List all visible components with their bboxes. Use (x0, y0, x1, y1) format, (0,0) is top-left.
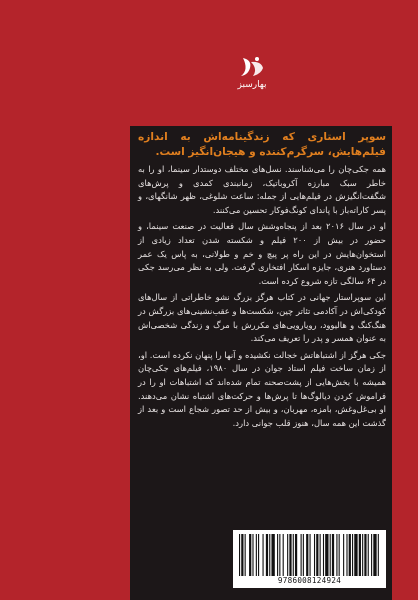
barcode-bar (359, 534, 361, 576)
barcode-bars (239, 534, 380, 576)
barcode-bar (316, 534, 318, 576)
publisher-logo-icon (239, 56, 265, 78)
barcode-bar (314, 534, 315, 576)
barcode-bar (336, 534, 337, 576)
paragraph: جکی هرگز از اشتباهاتش خجالت نکشیده و آنها را پنهان نکرده است. او، از زمان ساخت فیلم استاد جوان در سال ۱۹۸۰، فیلم‌های جکی‌چان همیشه با بخش‌هایی از پشت‌صحنه تمام شده‌اند که اشتباهات او را در فراموش کردن دیالوگ‌ها تا پرش‌ها و حرکت‌های اشتباه نشان می‌دهند. او بی‌غل‌وغش، بامزه، مهربان، و بیش از حد تصور شجاع است و بعد از گذشت این همه سال، هنوز قلب جوانی دارد. (138, 349, 387, 428)
barcode-bar (349, 534, 351, 576)
barcode-bar (283, 534, 284, 576)
barcode-bar (332, 534, 334, 576)
barcode-number: 9786008124924 (277, 576, 342, 585)
isbn-barcode (233, 530, 386, 588)
barcode-bar (330, 534, 331, 576)
barcode-bar (289, 534, 291, 576)
barcode-bar (249, 534, 251, 576)
paragraph: این سوپراستار جهانی در کتاب هرگز بزرگ نشو خاطراتی از سال‌های کودکی‌اش در آکادمی تئاتر چین، شکست‌ها و عقب‌نشینی‌های بزرگش در هنگ‌کنگ و هالیوود، رویارویی‌های مکررش با مرگ و زندگی شخصی‌اش به عنوان همسر و پدر را تعریف می‌کند. (138, 292, 386, 344)
barcode-bar (279, 534, 280, 576)
barcode-bar (354, 534, 357, 576)
barcode-bar (301, 534, 302, 576)
barcode-bar (263, 534, 264, 576)
barcode-bar (245, 534, 246, 576)
barcode-bar (277, 534, 278, 576)
barcode-bar (362, 534, 363, 576)
barcode-bar (339, 534, 340, 576)
barcode-bar (320, 534, 321, 576)
barcode-bar (364, 534, 366, 576)
barcode-bar (343, 534, 344, 576)
headline: سوپر استاری که زندگینامه‌اش به اندازه فیلم‌هایش، سرگرم‌کننده و هیجان‌انگیز است. (138, 131, 386, 158)
barcode-bar (323, 534, 324, 576)
barcode-bar (295, 534, 297, 576)
barcode-bar (371, 534, 372, 576)
barcode-bar (287, 534, 288, 576)
barcode-bar (368, 534, 369, 576)
publisher-logo (232, 56, 272, 96)
barcode-bar (303, 534, 304, 576)
barcode-bar (252, 534, 253, 576)
barcode-bar (378, 534, 379, 576)
barcode-bar (266, 534, 268, 576)
blurb (138, 130, 386, 433)
paragraph: او در سال ۲۰۱۶ بعد از پنجاه‌وشش سال فعالیت در صنعت سینما، و حضور در بیش از ۲۰۰ فیلم و شکسته شدن تعداد زیادی از استخوان‌هایش در این راه پر پیچ و خم و طولانی، به پاس یک عمر دستاورد هنری، جایزه اسکار افتخاری گرفت. ولی به نظر می‌رسد جکی در ۶۴ سالگی تازه شروع کرده است. (138, 221, 386, 286)
barcode-bar (310, 534, 311, 576)
barcode-bar (325, 534, 328, 576)
paragraph: همه جکی‌چان را می‌شناسند. نسل‌های مختلف دوستدار سینما، او را به خاطر سبک مبارزه آکروباتیک، زمانبندی کمدی و پرش‌های شگفت‌انگیزش در فیلم‌هایی از جمله: ساعت شلوغی، ظهر شانگهای، و پسر کاراته‌باز با پاندای کونگ‌فوکار تحسین می‌کنند. (138, 164, 386, 215)
barcode-bar (293, 534, 294, 576)
barcode-bar (239, 534, 240, 576)
barcode-bar (373, 534, 376, 576)
barcode-bar (269, 534, 270, 576)
barcode-bar (241, 534, 243, 576)
barcode-bar (306, 534, 308, 576)
barcode-bar (346, 534, 347, 576)
barcode-bar (271, 534, 274, 576)
barcode-bar (352, 534, 353, 576)
publisher-name: بهارسبز (237, 80, 267, 90)
barcode-bar (256, 534, 257, 576)
barcode-bar (258, 534, 259, 576)
